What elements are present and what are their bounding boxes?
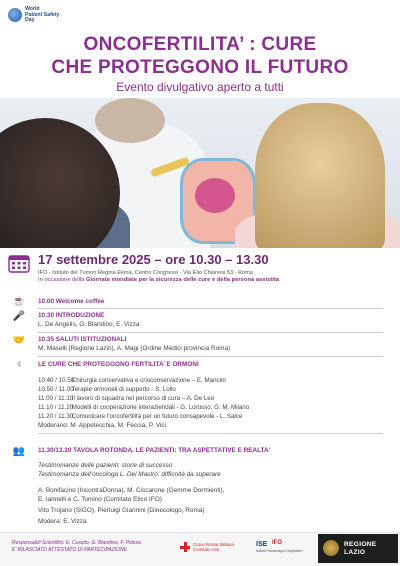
red-cross-icon	[180, 542, 190, 552]
divider	[38, 433, 383, 434]
talk-text: Terapie ormonali di supporto - S. Lollo	[71, 386, 176, 393]
saluti-heading: 10.35 SALUTI ISTITUZIONALI	[38, 336, 127, 343]
regione-line2: LAZIO	[344, 548, 366, 556]
hero-photo	[0, 98, 400, 248]
testimony-oncologist: Testimonianza dell’oncologa L. Del Mastro: difficoltà da superare	[38, 471, 221, 478]
red-cross-logo	[180, 539, 240, 555]
talk-time: 10.40 / 10.50	[38, 377, 75, 384]
wps-logo-line2: Patient Safety	[25, 11, 60, 18]
testimony-patients: Testimonianze delle pazienti: storie di successo	[38, 462, 173, 469]
coffee-icon: ☕	[12, 296, 26, 307]
event-venue: IFO - Istituto dei Tumori Regina Elena, Centro Congressi - Via Elio Chianesi 53 - Roma	[38, 270, 254, 276]
handshake-icon: 🤝	[12, 335, 26, 346]
ifo-logo	[256, 539, 306, 555]
page-subtitle: Evento divulgativo aperto a tutti	[116, 80, 284, 94]
talk-row	[38, 386, 176, 394]
talk-time: 11.10 / 11.20	[38, 404, 74, 411]
moderator: Modera: E. Vizza	[38, 518, 87, 525]
moderators: Moderano: M. Appetecchia, M. Feccia, P. Vici	[38, 422, 166, 429]
talk-time: 11.00 / 11.10	[38, 395, 74, 402]
intro-heading: 10.30 INTRODUZIONE	[38, 312, 105, 319]
talk-row	[38, 413, 242, 421]
ifo-mark: IFO	[272, 540, 282, 546]
intro-speakers: L. De Angelis, G. Blandino, E. Vizza	[38, 321, 140, 328]
panel-line1: A. Bonifacino (IncontraDonna), M. Ciccarone (Gemme Dormienti),	[38, 487, 225, 494]
calendar-icon	[8, 253, 30, 273]
wps-logo-line1: World	[25, 6, 40, 12]
wps-logo-line3: Day	[25, 17, 35, 24]
regione-line1: REGIONE	[344, 541, 377, 548]
round-table-icon: 👥	[12, 446, 26, 457]
occasion-prefix: In occasione della	[38, 277, 85, 283]
globe-icon	[8, 8, 22, 22]
world-patient-safety-logo	[8, 6, 78, 26]
divider	[38, 356, 383, 357]
attendance-note: E' RILASCIATO ATTESTATO DI PARTECIPAZIONE	[12, 547, 127, 553]
regione-emblem-icon	[323, 540, 339, 556]
occasion-name: Giornata mondiale per la sicurezza delle cure e della persona assistita	[86, 277, 280, 283]
talk-text: Chirurgia conservativa e crioconservazione – E. Mancini	[71, 377, 226, 384]
event-date: 17 settembre 2025 – ore 10.30 – 13.30	[38, 252, 269, 267]
panel-line2: E. Iannelli e C. Tomino (Comitato Etico IFO)	[38, 496, 162, 503]
round-table-heading: 11.30/13.30 TAVOLA ROTONDA. LE PAZIENTI: TRA ASPETTATIVE E REALTA’	[38, 447, 270, 454]
scientific-responsible: Responsabili Scientifici: E. Cuscito, G. Blandino, F. Polosa	[12, 540, 141, 546]
page-title-line1: ONCOFERTILITA’ : CURE	[83, 34, 317, 55]
talk-row	[38, 377, 226, 385]
ise-mark: ISE	[256, 541, 268, 548]
panel-line3: Vito Trojano (SIGO), Pierluigi Giannini (Ginecologo, Roma)	[38, 507, 205, 514]
talk-text: Comunicare l’oncofertilità per un futuro consapevole - L. Salce	[71, 413, 243, 420]
regione-lazio-logo	[318, 534, 398, 563]
talk-time: 11.20 / 11.30	[38, 413, 74, 420]
talk-row	[38, 395, 214, 403]
divider	[38, 332, 383, 333]
microphone-icon: 🎤	[12, 311, 26, 322]
cri-line1: Croce Rossa Italiana	[193, 542, 234, 547]
cri-line2: Comitato Ass.	[193, 547, 221, 552]
cure-heading: LE CURE CHE PROTEGGONO FERTILITA’ E ORMONI	[38, 361, 199, 368]
divider	[38, 308, 383, 309]
talk-time: 10.50 / 11.00	[38, 386, 74, 393]
talk-text: Il lavoro di squadra nel percorso di cura – A. De Leo	[71, 395, 215, 402]
page-title-line2: CHE PROTEGGONO IL FUTURO	[51, 57, 349, 78]
event-occasion	[38, 277, 393, 284]
saluti-speakers: M. Maselli (Regione Lazio), A. Magi (Ordine Medici provincia Roma)	[38, 345, 231, 352]
female-symbol-icon: ♀	[15, 359, 23, 370]
welcome-coffee: 10.00 Welcome coffee	[38, 298, 105, 305]
talk-text: Modelli di cooperazione interaziendali - G. Lorusso, G. M. Milano	[71, 404, 250, 411]
talk-row	[38, 404, 249, 412]
ifo-caption: Istituti Fisioterapici Ospitalieri	[256, 549, 303, 553]
